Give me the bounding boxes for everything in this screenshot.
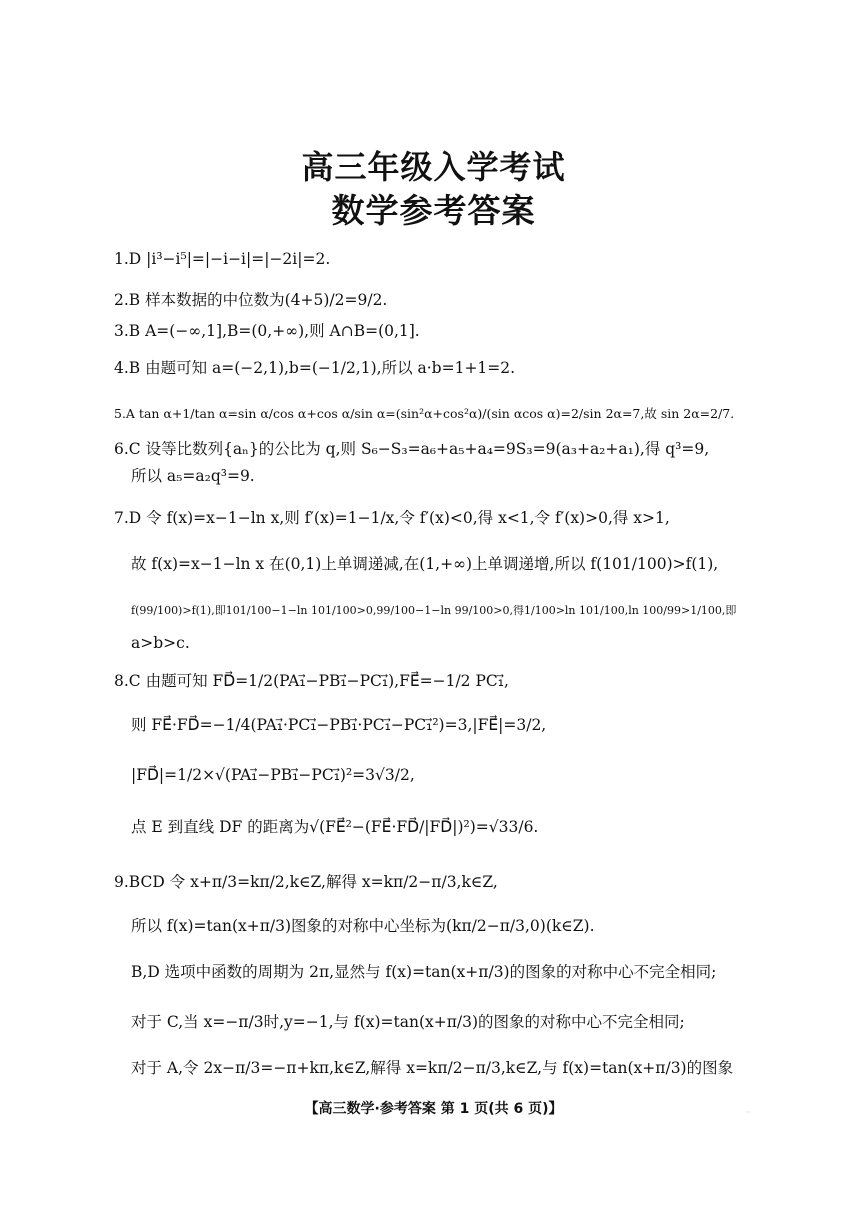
answer-line: 5.A tan α+1/tan α=sin α/cos α+cos α/sin α=(sin²α+cos²α)/(sin αcos α)=2/sin 2α=7,故 sin 2α=2/7. (114, 406, 735, 421)
answer-key-title: 数学参考答案 (331, 191, 536, 230)
scan-mark: ·· (746, 1108, 752, 1117)
exam-title: 高三年级入学考试 (301, 148, 566, 186)
answer-line: 对于 A,令 2x−π/3=−π+kπ,k∈Z,解得 x=kπ/2−π/3,k∈Z,与 f(x)=tan(x+π/3)的图象 (131, 1059, 734, 1077)
answer-line: 点 E 到直线 DF 的距离为√(FE⃗²−(FE⃗·FD⃗/|FD⃗|)²)=√33/6. (131, 818, 539, 836)
answer-line: 故 f(x)=x−1−ln x 在(0,1)上单调递减,在(1,+∞)上单调递增,所以 f(101/100)>f(1), (131, 555, 719, 573)
answer-line: 6.C 设等比数列{aₙ}的公比为 q,则 S₆−S₃=a₆+a₅+a₄=9S₃=9(a₃+a₂+a₁),得 q³=9, (114, 440, 710, 458)
answer-line: 对于 C,当 x=−π/3时,y=−1,与 f(x)=tan(x+π/3)的图象的对称中心不完全相同; (131, 1013, 685, 1031)
answer-line: 7.D 令 f(x)=x−1−ln x,则 f′(x)=1−1/x,令 f′(x)<0,得 x<1,令 f′(x)>0,得 x>1, (114, 509, 670, 527)
answer-line: |FD⃗|=1/2×√(PA₁⃗−PB₁⃗−PC₁⃗)²=3√3/2, (131, 766, 415, 784)
answer-line: 4.B 由题可知 a=(−2,1),b=(−1/2,1),所以 a·b=1+1=2. (114, 359, 516, 377)
answer-line: f(99/100)>f(1),即101/100−1−ln 101/100>0,99/100−1−ln 99/100>0,得1/100>ln 101/100,ln 100/99>1/100,即 (131, 604, 737, 617)
answer-line: 1.D |i³−i⁵|=|−i−i|=|−2i|=2. (114, 250, 331, 268)
answer-line: 2.B 样本数据的中位数为(4+5)/2=9/2. (114, 291, 388, 309)
answer-line: 9.BCD 令 x+π/3=kπ/2,k∈Z,解得 x=kπ/2−π/3,k∈Z, (114, 873, 498, 891)
page-footer: 【高三数学·参考答案 第 1 页(共 6 页)】 (304, 1101, 563, 1117)
answer-line: 所以 a₅=a₂q³=9. (131, 467, 255, 485)
answer-line: B,D 选项中函数的周期为 2π,显然与 f(x)=tan(x+π/3)的图象的对称中心不完全相同; (131, 963, 717, 981)
answer-line: a>b>c. (131, 634, 190, 652)
answer-line: 所以 f(x)=tan(x+π/3)图象的对称中心坐标为(kπ/2−π/3,0)(k∈Z). (131, 917, 595, 935)
answer-line: 8.C 由题可知 FD⃗=1/2(PA₁⃗−PB₁⃗−PC₁⃗),FE⃗=−1/2 PC₁⃗, (114, 672, 509, 690)
answer-line: 则 FE⃗·FD⃗=−1/4(PA₁⃗·PC₁⃗−PB₁⃗·PC₁⃗−PC₁⃗²)=3,|FE⃗|=3/2, (131, 716, 547, 734)
answer-line: 3.B A=(−∞,1],B=(0,+∞),则 A∩B=(0,1]. (114, 322, 420, 340)
